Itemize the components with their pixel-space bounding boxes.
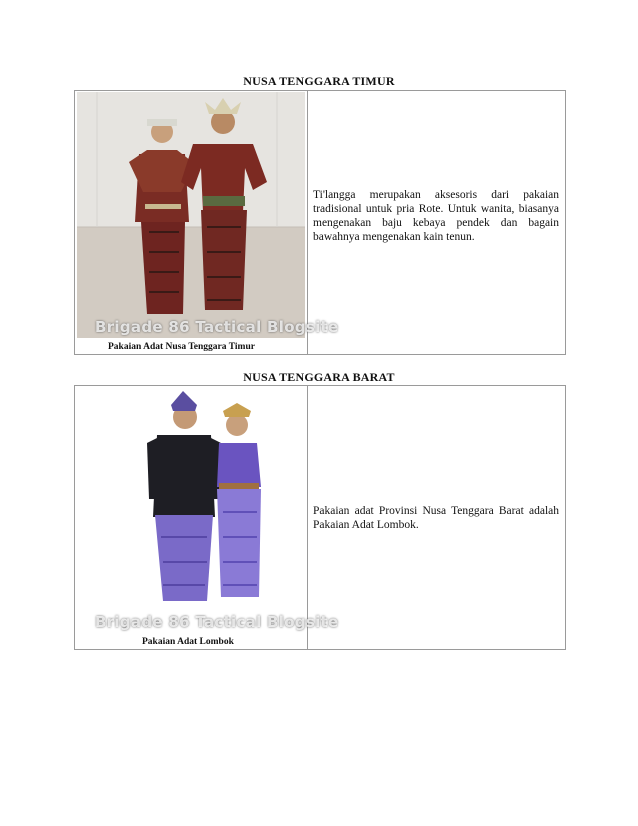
caption-ntt: Pakaian Adat Nusa Tenggara Timur [108,342,255,352]
section-title-ntb: NUSA TENGGARA BARAT [243,370,395,384]
image-cell-ntb [75,386,339,649]
table-ntb [74,385,566,650]
watermark-ntb: Brigade 86 Tactical Blogsite [95,613,339,631]
ntt-costume-illustration [77,92,305,338]
caption-ntb: Pakaian Adat Lombok [142,637,234,647]
photo-ntb [77,387,339,633]
section-title-ntt: NUSA TENGGARA TIMUR [243,74,395,88]
image-cell-ntt [75,91,339,354]
description-ntt: Ti'langga merupakan aksesoris dari pakaian tradisional untuk pria Rote. Untuk wanita, biasanya mengenakan baju kebaya pendek dan bagain bawahnya mengenakan kain tenun. [313,189,559,243]
ntb-costume-illustration [77,387,305,633]
photo-ntt [77,92,339,338]
watermark-ntt: Brigade 86 Tactical Blogsite [95,318,339,336]
text-cell-ntt [307,91,565,354]
description-ntb: Pakaian adat Provinsi Nusa Tenggara Barat adalah Pakaian Adat Lombok. [313,505,559,531]
table-ntt [74,90,566,355]
text-cell-ntb [307,386,565,649]
